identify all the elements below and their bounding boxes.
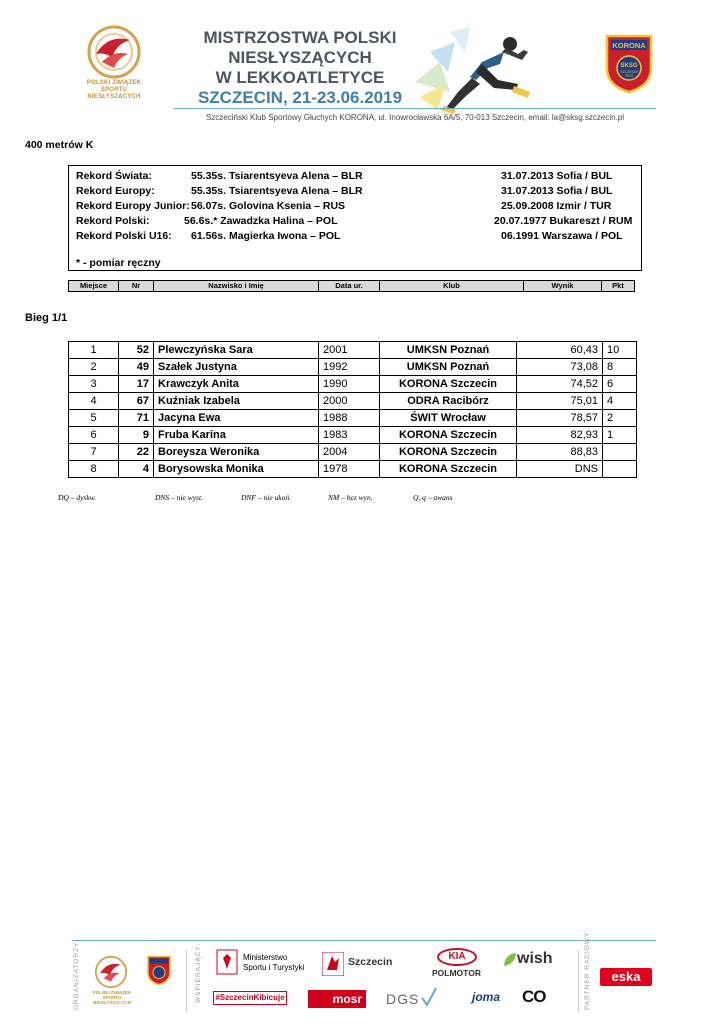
record-value: 56.07s. Golovina Ksenia – RUS	[191, 200, 346, 212]
result-row	[69, 444, 637, 461]
cell-place: 6	[69, 427, 119, 444]
records-note: * - pomiar ręczny	[76, 257, 161, 269]
cell-points: 8	[603, 359, 637, 376]
cell-result: 88,83	[517, 444, 603, 461]
korona-club-logo	[603, 32, 655, 94]
cc-logo: CO	[522, 987, 546, 1006]
record-value: 56.6s.* Zawadzka Halina – POL	[184, 215, 338, 227]
record-label: Rekord Polski:	[76, 215, 150, 227]
cell-name: Szałek Justyna	[154, 359, 319, 376]
cell-points: 6	[603, 376, 637, 393]
cell-points: 10	[603, 342, 637, 359]
joma-logo: joma	[472, 990, 501, 1004]
cell-points: 1	[603, 427, 637, 444]
footer-separator	[186, 950, 187, 1012]
record-row	[76, 199, 612, 213]
cell-place: 2	[69, 359, 119, 376]
cell-points	[603, 444, 637, 461]
record-value: 61.56s. Magierka Iwona – POL	[191, 230, 341, 242]
heat-title: Bieg 1/1	[25, 312, 68, 324]
title-line-2: NIESŁYSZĄCYCH	[228, 48, 372, 67]
cell-year: 1988	[319, 410, 380, 427]
footer-pzsn-emblem-icon	[94, 955, 128, 989]
cell-result: 73,08	[517, 359, 603, 376]
dgs-logo: DGS	[386, 991, 420, 1007]
wish-logo: wish	[517, 950, 553, 967]
ministry-line-1: Ministerstwo	[243, 953, 288, 962]
result-row	[69, 376, 637, 393]
record-date-place: 20.07.1977 Bukareszt / RUM	[494, 215, 633, 227]
cell-result: 60,43	[517, 342, 603, 359]
legend-dnf: DNF – nie ukoń.	[241, 493, 291, 502]
pzsn-logo-line-2: SPORTU NIESŁYSZĄCYCH	[87, 87, 141, 100]
results-column-header	[68, 280, 635, 292]
result-row	[69, 461, 637, 478]
cell-year: 1983	[319, 427, 380, 444]
record-row	[76, 214, 633, 228]
korona-logo-city: SZCZECIN	[620, 70, 638, 74]
korona-logo-sksg: SKSG	[620, 63, 638, 69]
col-result: Wynik	[524, 281, 602, 291]
cell-points	[603, 461, 637, 478]
record-value: 55.35s. Tsiarentsyeva Alena – BLR	[191, 185, 363, 197]
col-year: Data ur.	[319, 281, 380, 291]
cell-name: Kuźniak Izabela	[154, 393, 319, 410]
cell-points: 4	[603, 393, 637, 410]
footer-pzsn-line-2: SPORTU NIESŁYSZĄCYCH	[92, 995, 131, 1005]
cell-club: ODRA Racibórz	[380, 393, 517, 410]
col-club: Klub	[380, 281, 524, 291]
cell-points: 2	[603, 410, 637, 427]
cell-club: KORONA Szczecin	[380, 376, 517, 393]
ministry-name	[243, 953, 304, 973]
ministry-eagle-icon	[216, 949, 238, 975]
cell-name: Jacyna Ewa	[154, 410, 319, 427]
legend-dns: DNS – nie wyst.	[155, 493, 203, 502]
partner-label: PARTNER RADIOWY:	[584, 929, 591, 1010]
cell-place: 3	[69, 376, 119, 393]
legend-nm: NM – bez wyn.	[328, 493, 373, 502]
cell-year: 1978	[319, 461, 380, 478]
cell-place: 4	[69, 393, 119, 410]
cell-nr: 9	[119, 427, 154, 444]
results-table	[68, 341, 637, 478]
result-row	[69, 393, 637, 410]
support-label: WSPIERAJĄCY:	[195, 942, 202, 1003]
cell-nr: 17	[119, 376, 154, 393]
runner-illustration-icon	[410, 22, 535, 114]
eska-logo: eska	[600, 968, 652, 986]
record-row	[76, 184, 613, 198]
legend-q: Q, q – awans	[413, 493, 453, 502]
footer-pzsn-line-1: POLSKI ZWIĄZEK	[92, 990, 132, 995]
record-label: Rekord Europy:	[76, 185, 155, 197]
result-row	[69, 359, 637, 376]
cell-place: 7	[69, 444, 119, 461]
cell-club: KORONA Szczecin	[380, 427, 517, 444]
col-nr: Nr	[119, 281, 154, 291]
cell-name: Krawczyk Anita	[154, 376, 319, 393]
result-row	[69, 342, 637, 359]
record-row	[76, 229, 623, 243]
club-address: Szczeciński Klub Sportowy Głuchych KORONA, ul. Inowrocławska 6A/5, 70-013 Szczecin, email: la@sksg.szczecin.pl	[205, 113, 625, 122]
dgs-check-icon	[420, 986, 438, 1008]
record-date-place: 31.07.2013 Sofia / BUL	[501, 170, 613, 182]
col-place: Miejsce	[69, 281, 119, 291]
wish-leaf-icon	[503, 952, 517, 968]
col-points: Pkt	[612, 281, 624, 290]
cell-place: 5	[69, 410, 119, 427]
cell-club: UMKSN Poznań	[380, 359, 517, 376]
record-label: Rekord Świata:	[76, 170, 152, 182]
cell-nr: 67	[119, 393, 154, 410]
cell-club: KORONA Szczecin	[380, 444, 517, 461]
record-date-place: 06.1991 Warszawa / POL	[501, 230, 623, 242]
szczecin-griffin-icon	[322, 952, 344, 976]
kia-logo: KIA	[437, 948, 477, 966]
footer-korona-logo	[146, 954, 172, 986]
pzsn-emblem-icon	[86, 24, 142, 80]
col-name: Nazwisko i Imię	[154, 281, 319, 291]
cell-name: Borysowska Monika	[154, 461, 319, 478]
mosir-logo: mosr	[308, 990, 366, 1008]
result-row	[69, 410, 637, 427]
record-label: Rekord Polski U16:	[76, 230, 172, 242]
cell-year: 2004	[319, 444, 380, 461]
event-title: 400 metrów K	[25, 139, 94, 151]
cell-nr: 22	[119, 444, 154, 461]
title-line-4: SZCZECIN, 21-23.06.2019	[197, 88, 403, 107]
result-row	[69, 427, 637, 444]
cell-nr: 52	[119, 342, 154, 359]
polmotor-label: POLMOTOR	[432, 968, 481, 978]
cell-club: ŚWIT Wrocław	[380, 410, 517, 427]
title-line-1: MISTRZOSTWA POLSKI	[203, 28, 397, 47]
cell-year: 1990	[319, 376, 380, 393]
cell-year: 2001	[319, 342, 380, 359]
cell-place: 1	[69, 342, 119, 359]
record-value: 55.35s. Tsiarentsyeva Alena – BLR	[191, 170, 363, 182]
footer-separator-2	[578, 950, 579, 1012]
footer-pzsn-text	[86, 990, 138, 1005]
record-label: Rekord Europy Junior:	[76, 200, 190, 212]
korona-logo-year: 2013	[625, 74, 633, 78]
hashtag-badge: #SzczecinKibicuje	[213, 991, 287, 1005]
cell-nr: 71	[119, 410, 154, 427]
cell-name: Plewczyńska Sara	[154, 342, 319, 359]
cell-nr: 49	[119, 359, 154, 376]
organizers-label: ORGANIZATORZY:	[73, 939, 80, 1010]
page-title	[180, 28, 420, 108]
pzsn-logo-line-1: POLSKI ZWIĄZEK	[86, 80, 142, 86]
szczecin-label: Szczecin	[348, 956, 393, 968]
header-divider	[174, 108, 656, 109]
record-date-place: 31.07.2013 Sofia / BUL	[501, 185, 613, 197]
cell-result: 82,93	[517, 427, 603, 444]
pzsn-logo	[74, 24, 154, 106]
ministry-line-2: Sportu i Turystyki	[243, 963, 305, 972]
cell-year: 2000	[319, 393, 380, 410]
cell-result: 75,01	[517, 393, 603, 410]
korona-logo-name: KORONA	[612, 41, 646, 50]
cell-nr: 4	[119, 461, 154, 478]
cell-place: 8	[69, 461, 119, 478]
record-row	[76, 169, 613, 183]
cell-result: 74,52	[517, 376, 603, 393]
cell-result: 78,57	[517, 410, 603, 427]
cell-result: DNS	[517, 461, 603, 478]
title-line-3: W LEKKOATLETYCE	[215, 68, 385, 87]
records-box	[68, 165, 642, 271]
footer-divider	[72, 940, 656, 941]
legend-dq: DQ – dyskw.	[58, 493, 96, 502]
cell-club: UMKSN Poznań	[380, 342, 517, 359]
cell-club: KORONA Szczecin	[380, 461, 517, 478]
cell-name: Fruba Karina	[154, 427, 319, 444]
cell-name: Boreysza Weronika	[154, 444, 319, 461]
record-date-place: 25.09.2008 Izmir / TUR	[501, 200, 612, 212]
cell-year: 1992	[319, 359, 380, 376]
